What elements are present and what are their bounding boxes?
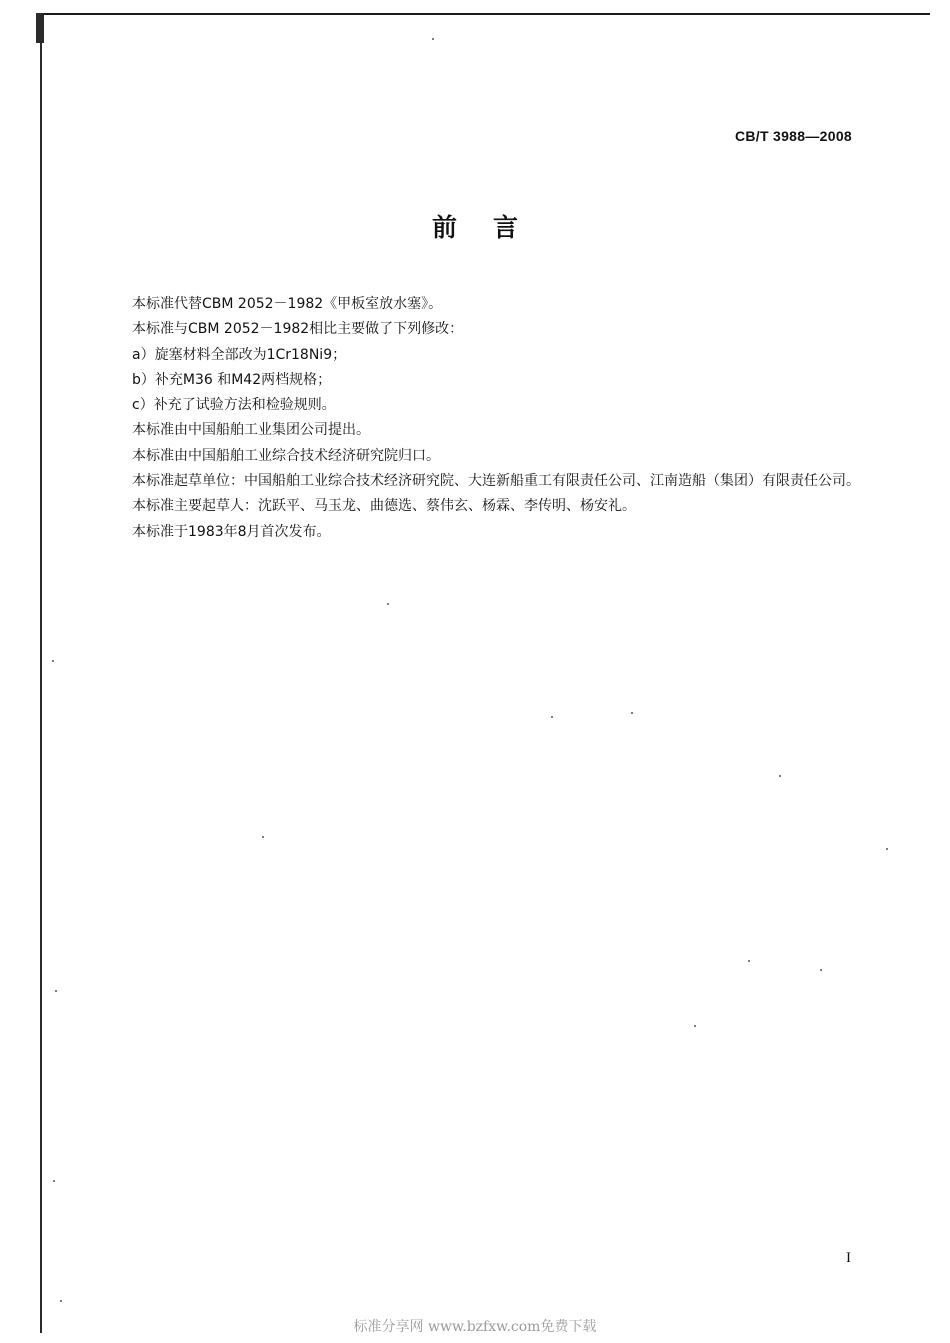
watermark-footer: 标准分享网 www.bzfxw.com免费下载 — [353, 1319, 597, 1335]
page-number: I — [846, 1250, 851, 1266]
paragraph-managed-by: 本标准由中国船舶工业综合技术经济研究院归口。 — [132, 447, 440, 464]
scan-speck — [55, 990, 57, 992]
paragraph-first-issue: 本标准于1983年8月首次发布。 — [132, 523, 331, 540]
foreword-body — [98, 292, 868, 545]
scan-speck — [694, 1025, 696, 1027]
scan-left-tick — [36, 13, 44, 43]
paragraph-change-a: a）旋塞材料全部改为1Cr18Ni9； — [132, 346, 347, 363]
scan-speck — [779, 775, 781, 777]
scan-top-edge — [36, 13, 930, 15]
document-code: CB/T 3988—2008 — [734, 128, 852, 144]
scan-speck — [60, 1300, 62, 1302]
scan-speck — [53, 1180, 55, 1182]
paragraph-changes-intro: 本标准与CBM 2052－1982相比主要做了下列修改： — [132, 321, 464, 338]
scan-speck — [432, 38, 434, 40]
paragraph-drafting-units: 本标准起草单位：中国船舶工业综合技术经济研究院、大连新船重工有限责任公司、江南造船（集团）有限责任公司。 — [132, 473, 860, 490]
paragraph-change-c: c）补充了试验方法和检验规则。 — [132, 397, 336, 414]
scan-speck — [631, 712, 633, 714]
scan-speck — [387, 603, 389, 605]
scan-speck — [52, 660, 54, 662]
paragraph-drafters: 本标准主要起草人：沈跃平、马玉龙、曲德选、蔡伟玄、杨霖、李传明、杨安礼。 — [132, 498, 636, 515]
scan-speck — [748, 960, 750, 962]
scan-speck — [551, 716, 553, 718]
scan-speck — [820, 969, 822, 971]
paragraph-proposed-by: 本标准由中国船舶工业集团公司提出。 — [132, 422, 370, 439]
page-title: 前言 — [431, 213, 554, 242]
scan-speck — [886, 848, 888, 850]
paragraph-replaces: 本标准代替CBM 2052－1982《甲板室放水塞》。 — [132, 296, 443, 312]
scan-speck — [262, 836, 264, 838]
paragraph-change-b: b）补充M36 和M42两档规格； — [132, 371, 332, 388]
